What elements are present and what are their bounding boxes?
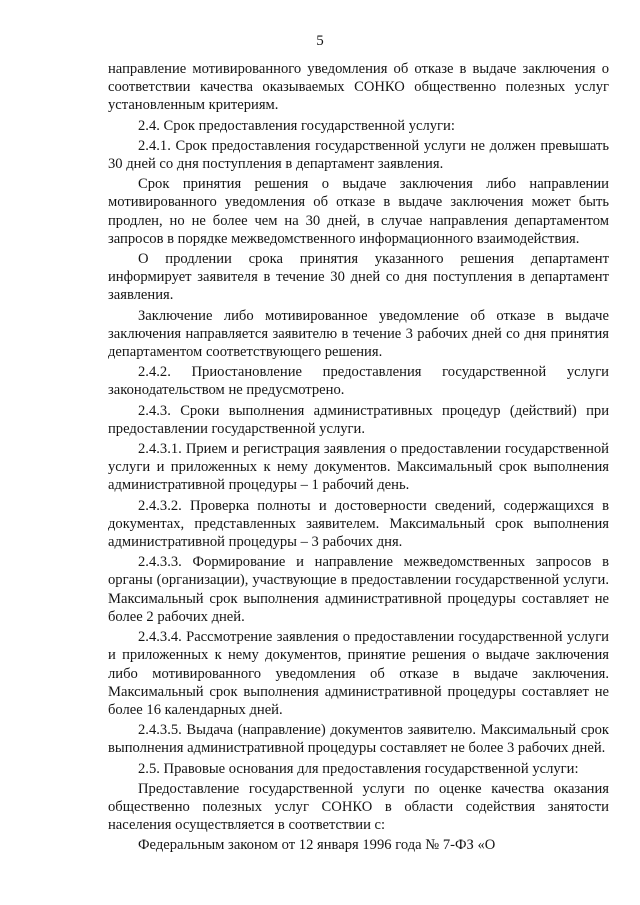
paragraph-continuation: направление мотивированного уведомления об отказе в выдаче заключения о соответствии качества оказываемых СОНКО общественно полезных услуг установленным критериям. bbox=[108, 61, 609, 114]
paragraph-legal-basis: Предоставление государственной услуги по оценке качества оказания общественно полезных услуг СОНКО в области содействия занятости населения осуществляется в соответствии с: bbox=[108, 780, 609, 834]
paragraph-2-4-3-1: 2.4.3.1. Прием и регистрация заявления о предоставлении государственной услуги и приложенных к нему документов. Максимальный срок выполнения административной процедуры – 1 рабочий день. bbox=[108, 441, 609, 494]
paragraph-decision-term: Срок принятия решения о выдаче заключения либо направлении мотивированного уведомления об отказе в выдаче заключения может быть продлен, но не более чем на 30 дней, в случае направления департаментом запросов в порядке межведомственного информационного взаимодействия. bbox=[108, 176, 609, 247]
paragraph-2-4-1: 2.4.1. Срок предоставления государственной услуги не должен превышать 30 дней со дня поступления в департамент заявления. bbox=[108, 137, 609, 173]
paragraph-2-4-3: 2.4.3. Сроки выполнения административных процедур (действий) при предоставлении государственной услуги. bbox=[108, 402, 609, 437]
page-number: 5 bbox=[316, 33, 324, 49]
paragraph-conclusion-delivery: Заключение либо мотивированное уведомление об отказе в выдаче заключения направляется заявителю в течение 3 рабочих дней со дня принятия департаментом соответствующего решения. bbox=[108, 307, 609, 361]
paragraph-2-4-3-3: 2.4.3.3. Формирование и направление межведомственных запросов в органы (организации), участвующие в предоставлении государственной услуги. Максимальный срок выполнения административной процедуры составляет не более 2 рабочих дней. bbox=[108, 554, 609, 625]
paragraph-extension-notice: О продлении срока принятия указанного решения департамент информирует заявителя в течение 30 дней со дня поступления в департамент заявления. bbox=[108, 251, 609, 304]
paragraph-2-4-2: 2.4.2. Приостановление предоставления государственной услуги законодательством не предусмотрено. bbox=[108, 364, 609, 399]
paragraph-federal-law: Федеральным законом от 12 января 1996 года № 7-ФЗ «О bbox=[138, 837, 496, 854]
section-heading-2-4: 2.4. Срок предоставления государственной услуги: bbox=[138, 117, 455, 134]
document-body bbox=[108, 60, 609, 855]
paragraph-2-4-3-4: 2.4.3.4. Рассмотрение заявления о предоставлении государственной услуги и приложенных к нему документов, принятие решения о выдаче заключения либо мотивированного уведомления об отказе в выдаче заключения. Максимальный срок выполнения административной процедуры составляет не более 16 календарных дней. bbox=[108, 629, 609, 718]
paragraph-2-4-3-2: 2.4.3.2. Проверка полноты и достоверности сведений, содержащихся в документах, представленных заявителем. Максимальный срок выполнения административной процедуры – 3 рабочих дня. bbox=[108, 497, 609, 551]
section-heading-2-5: 2.5. Правовые основания для предоставления государственной услуги: bbox=[138, 760, 579, 777]
paragraph-2-4-3-5: 2.4.3.5. Выдача (направление) документов заявителю. Максимальный срок выполнения административной процедуры составляет не более 3 рабочих дней. bbox=[108, 722, 609, 757]
